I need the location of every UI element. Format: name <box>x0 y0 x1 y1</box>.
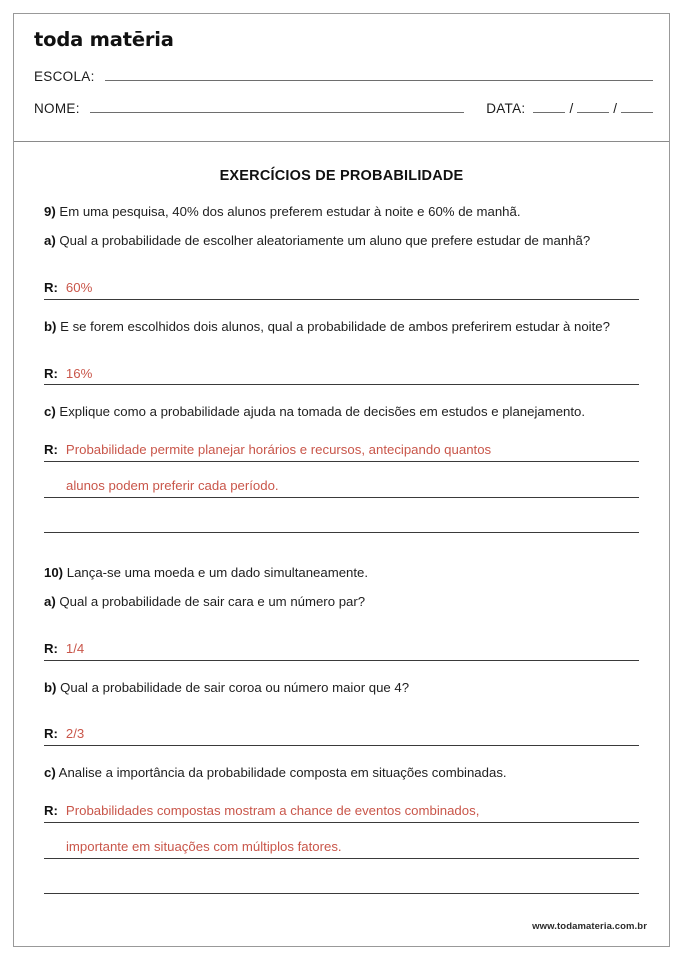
footer-url: www.todamateria.com.br <box>532 921 647 932</box>
answer-text: 16% <box>65 365 93 381</box>
answer-block <box>44 270 639 300</box>
part-tag: c) <box>44 765 56 781</box>
part-text: Analise a importância da probabilidade composta em situações combinadas. <box>58 765 507 781</box>
part-text: Qual a probabilidade de sair cara e um número par? <box>59 594 366 610</box>
answer-label: R: <box>44 280 58 296</box>
answer-block <box>44 355 639 385</box>
answer-text: 1/4 <box>65 640 85 656</box>
answer-label: R: <box>44 365 58 381</box>
question-statement <box>44 563 639 583</box>
question-part <box>44 678 639 698</box>
answer-label: R: <box>44 726 58 742</box>
answer-label: R: <box>44 640 58 656</box>
part-text: Explique como a probabilidade ajuda na tomada de decisões em estudos e planejamento. <box>59 404 586 420</box>
question-statement <box>44 202 639 222</box>
answer-text: importante em situações com múltiplos fatores. <box>66 838 342 854</box>
part-text: Qual a probabilidade de sair coroa ou número maior que 4? <box>60 679 410 695</box>
worksheet-content <box>14 168 669 894</box>
question-number: 9) <box>44 204 56 219</box>
answer-line[interactable] <box>44 432 639 462</box>
answer-line-blank[interactable] <box>44 504 639 533</box>
data-separator-1: / <box>569 101 574 116</box>
data-year-slot[interactable] <box>621 101 653 113</box>
answer-text: 60% <box>65 280 93 296</box>
question-part <box>44 402 639 422</box>
data-day-slot[interactable] <box>533 101 565 113</box>
question-text: Em uma pesquisa, 40% dos alunos preferem estudar à noite e 60% de manhã. <box>59 204 521 219</box>
escola-field-row <box>34 69 653 84</box>
part-tag: b) <box>44 679 57 695</box>
answer-block <box>44 631 639 661</box>
part-tag: b) <box>44 318 57 334</box>
answer-text: Probabilidades compostas mostram a chance de eventos combinados, <box>65 802 480 818</box>
answer-label: R: <box>44 441 58 457</box>
nome-label: NOME: <box>34 101 80 116</box>
question-number: 10) <box>44 564 64 580</box>
brand-logo: toda matēria <box>34 28 174 51</box>
escola-input-rule[interactable] <box>105 69 653 81</box>
answer-line[interactable] <box>44 793 639 823</box>
answer-line[interactable] <box>44 829 639 859</box>
data-month-slot[interactable] <box>577 101 609 113</box>
answer-block <box>44 432 639 533</box>
worksheet-page <box>13 13 670 947</box>
part-tag: c) <box>44 404 56 420</box>
nome-input-rule[interactable] <box>90 101 464 113</box>
answer-line[interactable] <box>44 355 639 385</box>
answer-line[interactable] <box>44 631 639 661</box>
escola-label: ESCOLA: <box>34 69 95 84</box>
answer-text: Probabilidade permite planejar horários e recursos, antecipando quantos <box>65 441 492 457</box>
part-text: Qual a probabilidade de escolher aleatoriamente um aluno que prefere estudar de manhã? <box>59 233 591 249</box>
answer-text: 2/3 <box>65 726 85 742</box>
data-label: DATA: <box>486 101 526 116</box>
question-part <box>44 592 639 612</box>
part-text: E se forem escolhidos dois alunos, qual a probabilidade de ambos preferirem estudar à noite? <box>60 318 610 334</box>
question-part <box>44 231 639 251</box>
part-tag: a) <box>44 233 56 249</box>
data-field-group <box>486 101 653 116</box>
answer-label: R: <box>44 802 58 818</box>
data-separator-2: / <box>613 101 617 116</box>
question-text: Lança-se uma moeda e um dado simultaneamente. <box>66 564 369 580</box>
answer-block <box>44 793 639 894</box>
answer-line-blank[interactable] <box>44 865 639 894</box>
question-part <box>44 763 639 783</box>
nome-field-row <box>34 101 653 116</box>
answer-line[interactable] <box>44 468 639 498</box>
part-tag: a) <box>44 594 56 610</box>
answer-text: alunos podem preferir cada período. <box>66 477 279 493</box>
question-part <box>44 317 639 337</box>
answer-line[interactable] <box>44 270 639 300</box>
page-title: EXERCÍCIOS DE PROBABILIDADE <box>219 168 464 184</box>
worksheet-header <box>14 14 669 142</box>
answer-block <box>44 716 639 746</box>
answer-line[interactable] <box>44 716 639 746</box>
